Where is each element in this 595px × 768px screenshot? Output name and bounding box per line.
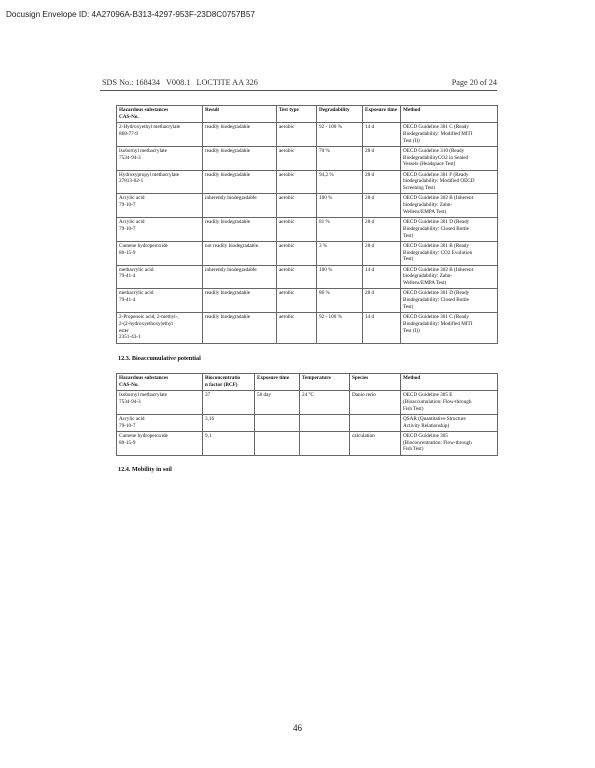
table-cell: Isobornyl methacrylate 7534-94-3	[117, 146, 203, 170]
table-cell: OECD Guideline 310 (Ready BiodegradabilityCO2 in Sealed Vessels (Headspace Test)	[401, 146, 498, 170]
table-cell: readily biodegradable	[203, 146, 277, 170]
table-cell: 28 d	[363, 289, 401, 313]
docusign-envelope-id: Docusign Envelope ID: 4A27096A-B313-4297-953F-23D8C0757B57	[6, 10, 255, 19]
table-cell: readily biodegradable	[203, 123, 277, 147]
section-heading-mobility-in-soil: 12.4. Mobility in soil	[118, 466, 172, 473]
table-cell: 70 %	[317, 146, 363, 170]
table-cell: Acrylic acid 79-10-7	[117, 194, 203, 218]
table-cell: 14 d	[363, 265, 401, 289]
table-cell: 92 - 100 %	[317, 313, 363, 344]
table-cell: calculation	[350, 431, 401, 455]
table-cell: OECD Guideline 305 E (Bioaccumulation: Flow-through Fish Test)	[401, 391, 498, 415]
table-cell: 28 d	[363, 218, 401, 242]
table-cell: 28 d	[363, 146, 401, 170]
table-cell: OECD Guideline 301 D (Ready Biodegradability: Closed Bottle Test)	[401, 218, 498, 242]
table-cell: 14 d	[363, 123, 401, 147]
table-cell: inherently biodegradable	[203, 265, 277, 289]
table-cell: methacrylic acid 79-41-4	[117, 265, 203, 289]
table-cell: 37	[203, 391, 255, 415]
table-cell: readily biodegradable	[203, 170, 277, 194]
table-cell	[300, 414, 350, 431]
column-header: Degradability	[317, 106, 363, 123]
column-header: Exposure time	[363, 106, 401, 123]
table-header-row	[117, 374, 498, 391]
header-rule	[100, 90, 497, 91]
table-cell	[255, 431, 300, 455]
table-cell: Cumene hydroperoxide 80-15-9	[117, 431, 203, 455]
table-cell: Acrylic acid 79-10-7	[117, 218, 203, 242]
table-cell: aerobic	[277, 170, 317, 194]
column-header: Result	[203, 106, 277, 123]
table-cell: 3,16	[203, 414, 255, 431]
table-row	[117, 123, 498, 147]
table-row	[117, 414, 498, 431]
table-cell: OECD Guideline 301 B (Ready Biodegradability: CO2 Evolution Test)	[401, 241, 498, 265]
table-row	[117, 146, 498, 170]
table-cell	[300, 431, 350, 455]
table-cell	[255, 414, 300, 431]
table-cell: OECD Guideline 302 B (Inherent biodegradability: Zahn- Wellens/EMPA Test)	[401, 265, 498, 289]
table-cell: 56 day	[255, 391, 300, 415]
table-cell: aerobic	[277, 194, 317, 218]
table-cell: QSAR (Quantitative Structure Activity Relationship)	[401, 414, 498, 431]
sds-page-indicator: Page 20 of 24	[451, 78, 497, 87]
table-cell: 28 d	[363, 241, 401, 265]
column-header: Method	[401, 106, 498, 123]
table-cell: not readily biodegradable.	[203, 241, 277, 265]
page-number: 46	[293, 723, 302, 733]
table-cell: OECD Guideline 302 B (Inherent biodegradability: Zahn- Wellens/EMPA Test)	[401, 194, 498, 218]
table-row	[117, 391, 498, 415]
sds-header-left: SDS No.: 168434 V008.1 LOCTITE AA 326	[102, 78, 258, 87]
table-cell	[350, 414, 401, 431]
table-row	[117, 313, 498, 344]
table-row	[117, 265, 498, 289]
table-row	[117, 218, 498, 242]
table-cell: OECD Guideline 305 (Bioconcentration: Flow-through Fish Test)	[401, 431, 498, 455]
table-cell: OECD Guideline 301 D (Ready Biodegradability: Closed Bottle Test)	[401, 289, 498, 313]
table-cell: 9,1	[203, 431, 255, 455]
bioaccumulation-table	[116, 373, 498, 456]
table-cell: aerobic	[277, 146, 317, 170]
table-cell: aerobic	[277, 241, 317, 265]
column-header: Test type	[277, 106, 317, 123]
table-cell: OECD Guideline 301 F (Ready biodegradability: Modified OECD Screening Test)	[401, 170, 498, 194]
table-cell: 14 d	[363, 313, 401, 344]
table-cell: methacrylic acid 79-41-4	[117, 289, 203, 313]
column-header: Method	[401, 374, 498, 391]
table-cell: aerobic	[277, 313, 317, 344]
table-row	[117, 194, 498, 218]
table-cell: aerobic	[277, 123, 317, 147]
table-cell: OECD Guideline 301 C (Ready Biodegradability: Modified MITI Test (I))	[401, 123, 498, 147]
table-row	[117, 431, 498, 455]
column-header: Hazardous substances CAS-No.	[117, 374, 203, 391]
table-cell: 2-Hydroxyethyl methacrylate 868-77-9	[117, 123, 203, 147]
table-cell: Isobornyl methacrylate 7534-94-3	[117, 391, 203, 415]
table-cell: aerobic	[277, 265, 317, 289]
table-cell: OECD Guideline 301 C (Ready Biodegradability: Modified MITI Test (I))	[401, 313, 498, 344]
table-cell: 94,2 %	[317, 170, 363, 194]
table-cell: 28 d	[363, 194, 401, 218]
table-header-row	[117, 106, 498, 123]
table-cell: readily biodegradable	[203, 289, 277, 313]
column-header: Temperature	[300, 374, 350, 391]
table-cell: 81 %	[317, 218, 363, 242]
table-cell: 86 %	[317, 289, 363, 313]
table-cell: 100 %	[317, 194, 363, 218]
table-cell: aerobic	[277, 218, 317, 242]
table-cell: aerobic	[277, 289, 317, 313]
table-cell: readily biodegradable	[203, 218, 277, 242]
biodegradability-table	[116, 105, 498, 344]
table-cell: Hydroxypropyl methacrylate 27813-02-1	[117, 170, 203, 194]
table-cell: 3 %	[317, 241, 363, 265]
table-cell: inherently biodegradable	[203, 194, 277, 218]
table-cell: readily biodegradable	[203, 313, 277, 344]
section-heading-bioaccumulative-potential: 12.3. Bioaccumulative potential	[118, 355, 201, 362]
table-row	[117, 289, 498, 313]
table-row	[117, 170, 498, 194]
column-header: Exposure time	[255, 374, 300, 391]
table-cell: 28 d	[363, 170, 401, 194]
table-cell: Acrylic acid 79-10-7	[117, 414, 203, 431]
table-cell: 2-Propenoic acid, 2-methyl-, 2-(2-hydroxyethoxy)ethyl ester 2351-43-1	[117, 313, 203, 344]
column-header: Bioconcentratio n factor (BCF)	[203, 374, 255, 391]
table-cell: Danio rerio	[350, 391, 401, 415]
table-row	[117, 241, 498, 265]
column-header: Species	[350, 374, 401, 391]
table-cell: 92 - 100 %	[317, 123, 363, 147]
column-header: Hazardous substances CAS-No.	[117, 106, 203, 123]
table-cell: Cumene hydroperoxide 80-15-9	[117, 241, 203, 265]
table-cell: 24 °C	[300, 391, 350, 415]
table-cell: 100 %	[317, 265, 363, 289]
